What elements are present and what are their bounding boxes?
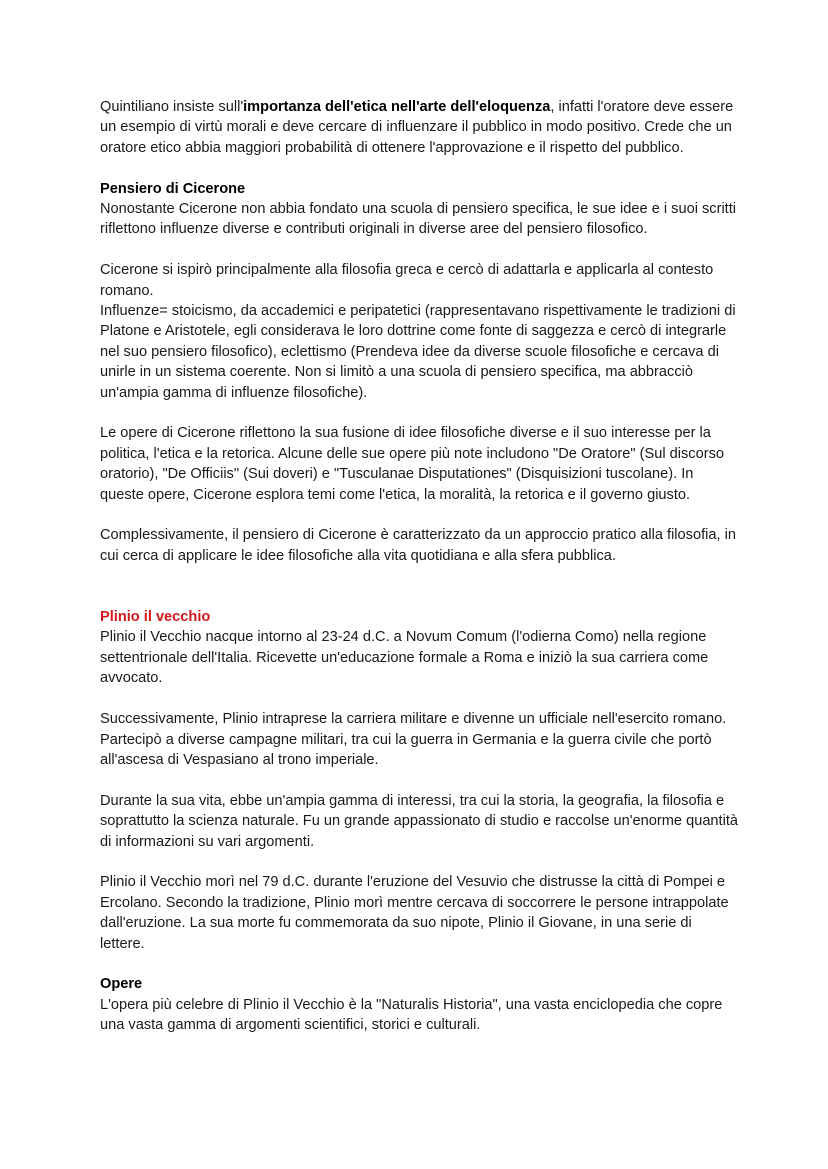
cicerone-paragraph-2a: Cicerone si ispirò principalmente alla filosofia greca e cercò di adattarla e applicarla al contesto romano. [100, 262, 714, 299]
plinio-paragraph-4: Plinio il Vecchio morì nel 79 d.C. durante l'eruzione del Vesuvio che distrusse la città di Pompei e Ercolano. Secondo la tradizione, Plinio morì mentre cercava di soccorrere le persone intrappolate dall'eruzione. La sua morte fu commemorata da suo nipote, Plinio il Giovane, in una serie di lettere. [100, 874, 729, 952]
spacer [100, 770, 740, 790]
opere-paragraph-1: L'opera più celebre di Plinio il Vecchio è la "Naturalis Historia", una vasta enciclopedia che copre una vasta gamma di argomenti scientifici, storici e culturali. [100, 996, 723, 1034]
intro-paragraph [100, 97, 740, 158]
spacer [100, 566, 740, 607]
cicerone-heading: Pensiero di Cicerone [100, 180, 246, 197]
intro-bold-text: importanza dell'etica nell'arte dell'eloquenza [243, 99, 551, 115]
cicerone-paragraph-3: Le opere di Cicerone riflettono la sua fusione di idee filosofiche diverse e il suo interesse per la politica, l'etica e la retorica. Alcune delle sue opere più note includono "De Oratore" (Sul discorso oratorio), "De Officiis" (Sui doveri) e "Tusculanae Disputationes" (Disquisizioni tuscolane). In queste opere, Cicerone esplora temi come l'etica, la moralità, la retorica e il governo giusto. [100, 425, 724, 503]
spacer [100, 403, 740, 423]
plinio-paragraph-1: Plinio il Vecchio nacque intorno al 23-24 d.C. a Novum Comum (l'odierna Como) nella regione settentrionale dell'Italia. Ricevette un'educazione formale a Roma e iniziò la sua carriera come avvocato. [100, 629, 709, 687]
cicerone-paragraph-4: Complessivamente, il pensiero di Cicerone è caratterizzato da un approccio pratico alla filosofia, in cui cerca di applicare le idee filosofiche alla vita quotidiana e alla sfera pubblica. [100, 527, 736, 564]
spacer [100, 689, 740, 709]
document-page [100, 97, 740, 1036]
spacer [100, 954, 740, 974]
spacer [100, 852, 740, 872]
plinio-paragraph-3: Durante la sua vita, ebbe un'ampia gamma di interessi, tra cui la storia, la geografia, la filosofia e soprattutto la scienza naturale. Fu un grande appassionato di studio e raccolse un'enorme quantità di informazioni su vari argomenti. [100, 792, 739, 850]
spacer [100, 158, 740, 178]
plinio-heading: Plinio il vecchio [100, 609, 211, 626]
spacer [100, 240, 740, 260]
cicerone-paragraph-2b: Influenze= stoicismo, da accademici e peripatetici (rappresentavano rispettivamente le tradizioni di Platone e Aristotele, egli considerava le loro dottrine come fonte di saggezza e cercò di integrarle nel suo pensiero filosofico), eclettismo (Prendeva idee da diverse scuole filosofiche e cercava di unirle in un sistema coerente. Non si limitò a una scuola di pensiero specifica, ma abbracciò un'ampia gamma di influenze filosofiche). [100, 303, 736, 401]
cicerone-paragraph-1: Nonostante Cicerone non abbia fondato una scuola di pensiero specifica, le sue idee e i suoi scritti riflettono influenze diverse e contributi originali in diverse aree del pensiero filosofico. [100, 201, 737, 238]
plinio-paragraph-2: Successivamente, Plinio intraprese la carriera militare e divenne un ufficiale nell'esercito romano. Partecipò a diverse campagne militari, tra cui la guerra in Germania e la guerra civile che portò all'ascesa di Vespasiano al trono imperiale. [100, 711, 727, 768]
opere-heading: Opere [100, 976, 143, 993]
intro-text-before: Quintiliano insiste sull' [100, 99, 244, 115]
intro-text-after: , infatti l'oratore deve essere un esempio di virtù morali e deve cercare di influenzare il pubblico in modo positivo. Crede che un oratore etico abbia maggiori probabilità di ottenere l'approvazione e il rispetto del pubblico. [100, 99, 734, 156]
spacer [100, 505, 740, 525]
